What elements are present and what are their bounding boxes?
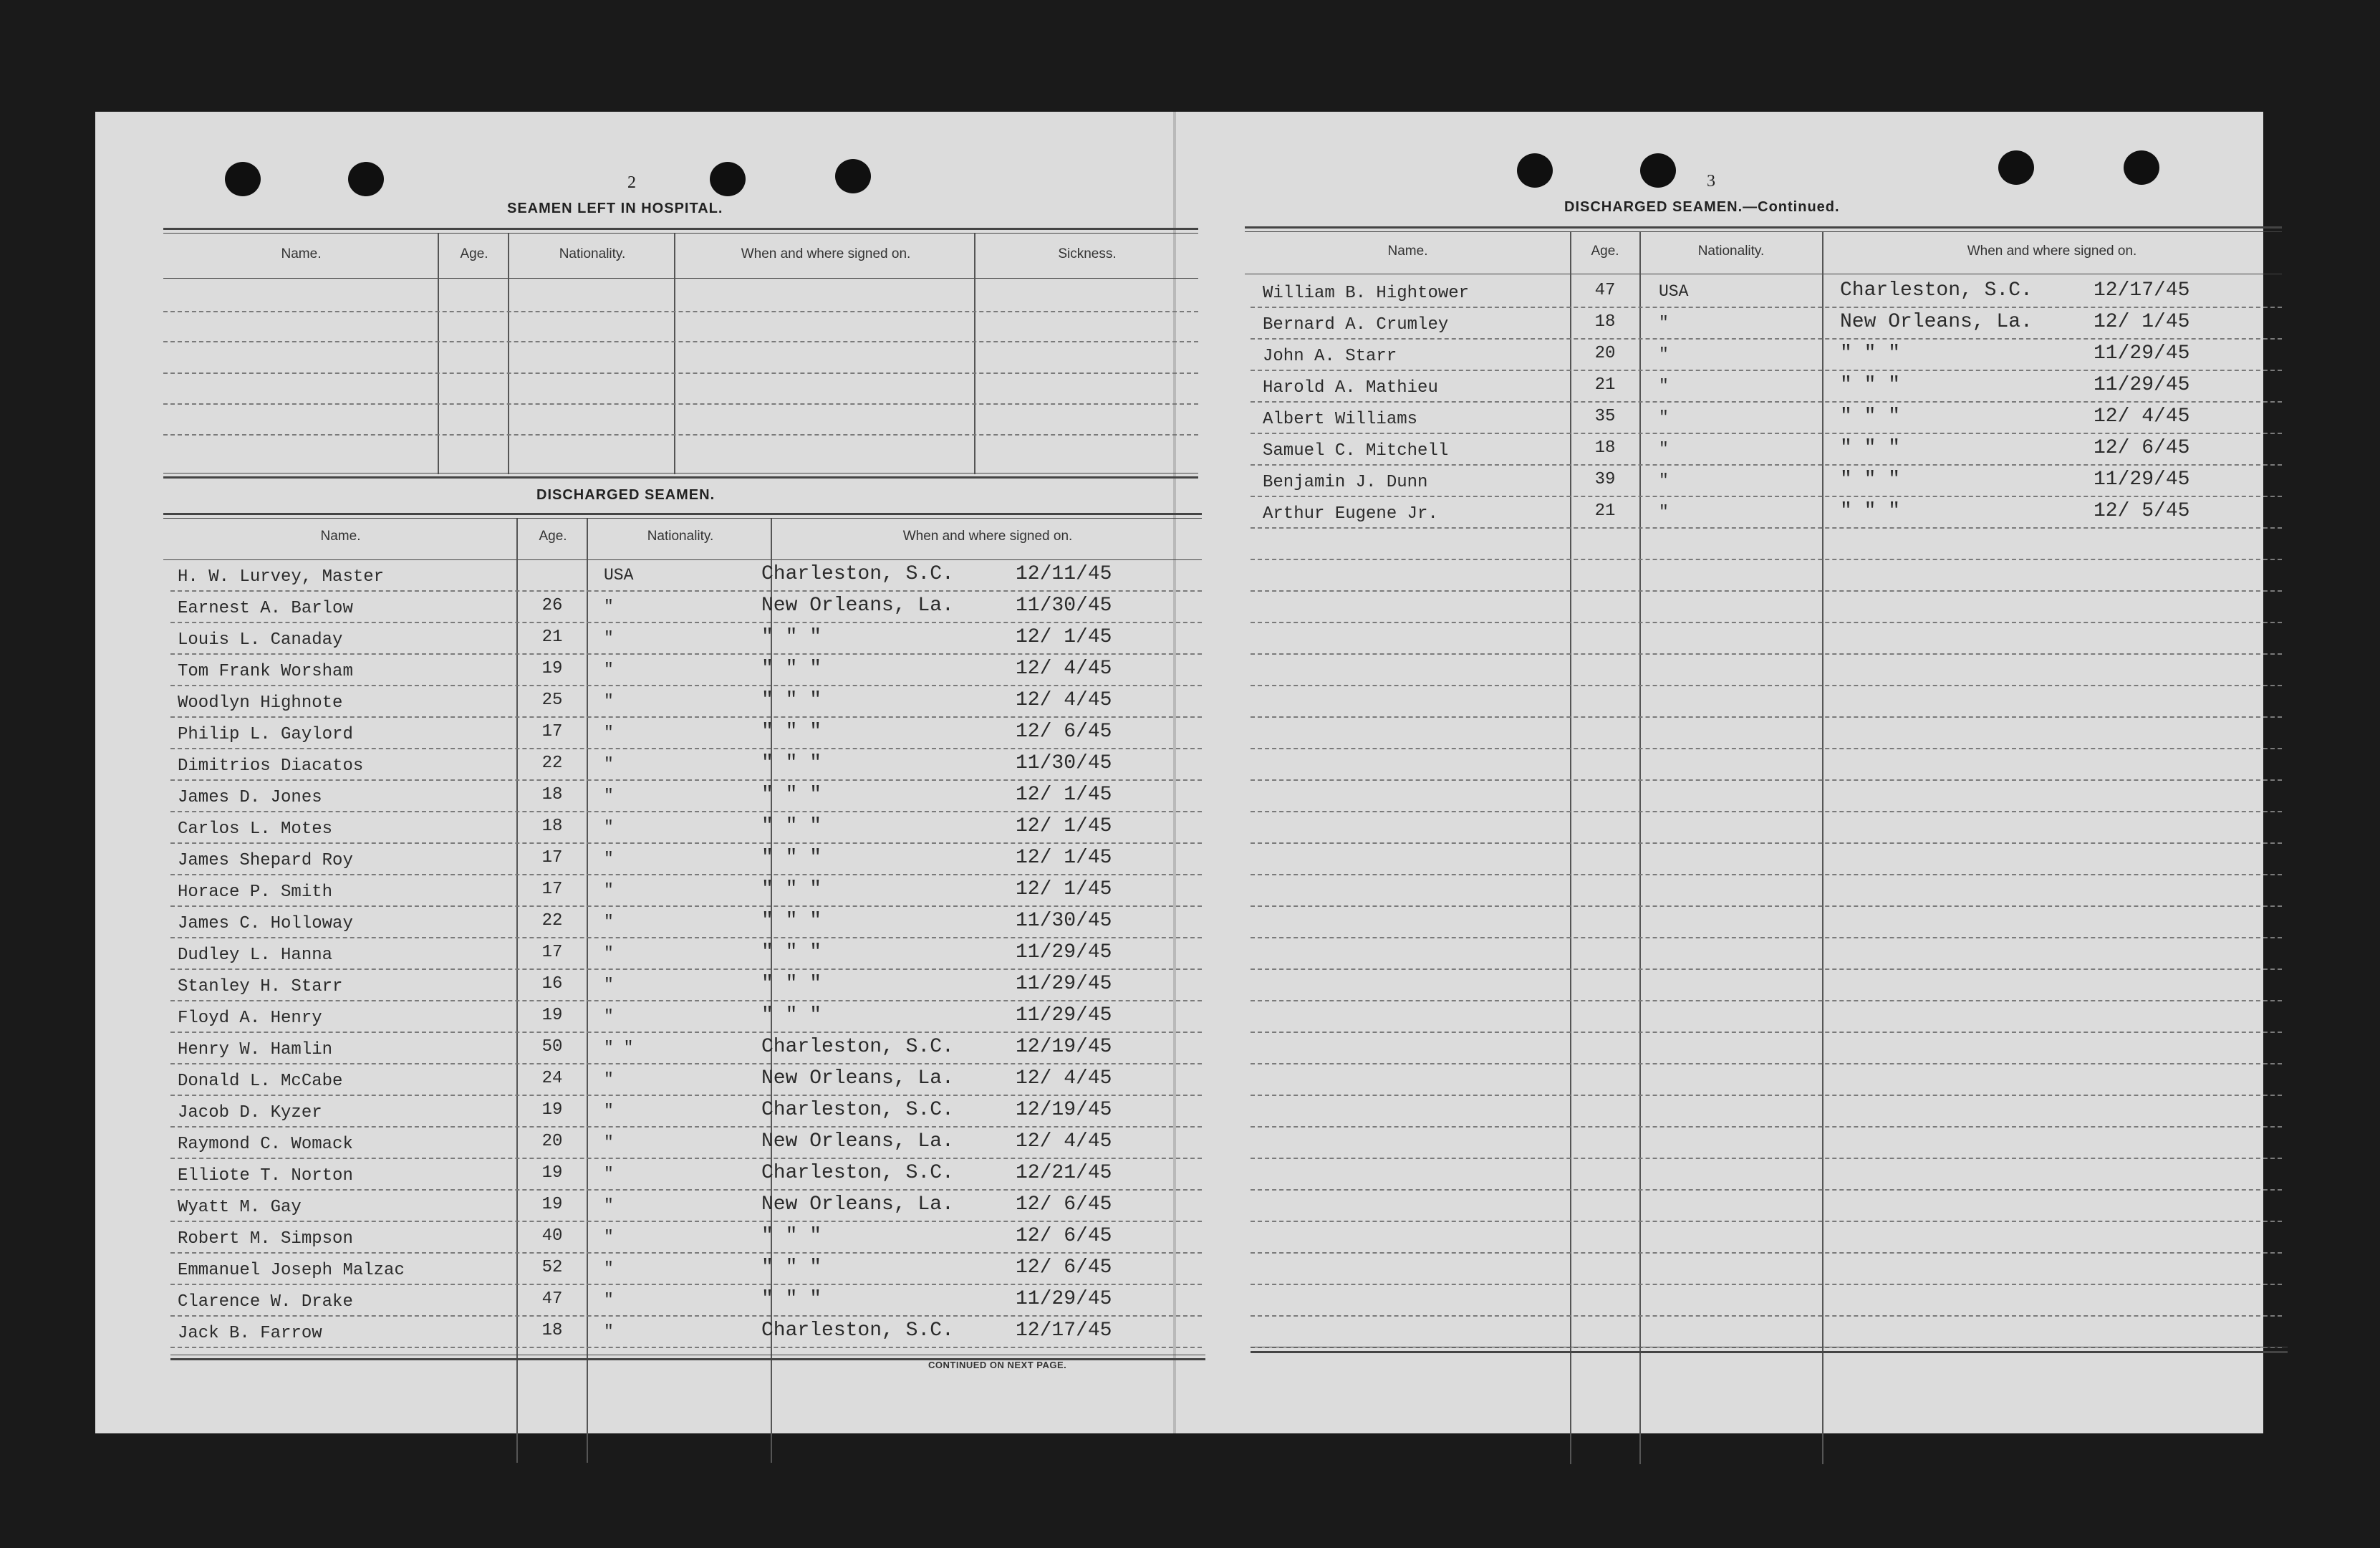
signed-on-place: " " " — [1840, 342, 1901, 365]
signed-on-place: " " " — [761, 1225, 822, 1247]
column-header-nationality: Nationality. — [559, 246, 626, 261]
seaman-age: 18 — [541, 817, 563, 836]
seaman-age: 47 — [1594, 281, 1616, 300]
row-rule — [170, 1284, 1202, 1285]
table-bottom-rule — [1251, 1351, 2288, 1353]
signed-on-date: 12/ 1/45 — [1016, 878, 1112, 900]
signed-on-date: 12/ 6/45 — [1016, 1193, 1112, 1216]
page-number: 2 — [627, 173, 636, 192]
signed-on-place: " " " — [761, 973, 822, 995]
seaman-age: 18 — [1594, 438, 1616, 458]
signed-on-place: New Orleans, La. — [761, 1193, 954, 1216]
column-divider — [674, 234, 675, 474]
row-rule — [1251, 1189, 2282, 1191]
seaman-name: Dudley L. Hanna — [178, 946, 333, 965]
signed-on-date: 12/11/45 — [1016, 563, 1112, 585]
seaman-nationality: " — [604, 1228, 614, 1246]
row-rule — [170, 685, 1202, 686]
seaman-nationality: " — [604, 755, 614, 774]
binder-hole — [1998, 150, 2034, 185]
signed-on-date: 11/29/45 — [2094, 342, 2190, 365]
binder-hole — [348, 162, 384, 196]
page-gutter — [1173, 112, 1176, 1433]
signed-on-date: 12/ 4/45 — [1016, 1067, 1112, 1090]
seaman-age: 21 — [1594, 375, 1616, 395]
seaman-nationality: " — [604, 597, 614, 616]
seaman-nationality: " — [604, 787, 614, 805]
seaman-name: Samuel C. Mitchell — [1263, 441, 1449, 461]
seaman-nationality: " — [604, 1196, 614, 1215]
row-rule — [1251, 1158, 2282, 1159]
seaman-name: Raymond C. Womack — [178, 1135, 353, 1154]
seaman-age: 21 — [541, 628, 563, 647]
row-rule — [170, 653, 1202, 655]
seaman-nationality: " — [604, 692, 614, 711]
signed-on-place: " " " — [1840, 374, 1901, 396]
seaman-age: 19 — [541, 1006, 563, 1025]
signed-on-date: 12/ 6/45 — [1016, 1225, 1112, 1247]
row-rule — [170, 1063, 1202, 1064]
seaman-name: Philip L. Gaylord — [178, 725, 353, 744]
seaman-name: Elliote T. Norton — [178, 1166, 353, 1186]
row-rule — [1251, 1000, 2282, 1001]
row-rule — [1251, 401, 2282, 403]
empty-row — [163, 311, 1198, 312]
seaman-name: James C. Holloway — [178, 914, 353, 933]
seaman-nationality: " " — [604, 1039, 634, 1057]
signed-on-date: 12/ 1/45 — [1016, 626, 1112, 648]
column-header-nationality: Nationality. — [647, 529, 714, 544]
seaman-name: Henry W. Hamlin — [178, 1040, 333, 1059]
row-rule — [1251, 874, 2282, 875]
signed-on-date: 12/ 4/45 — [1016, 658, 1112, 680]
seaman-name: Dimitrios Diacatos — [178, 756, 364, 776]
signed-on-place: " " " — [761, 1004, 822, 1027]
seaman-name: Tom Frank Worsham — [178, 662, 353, 681]
row-rule — [170, 1252, 1202, 1254]
seaman-age: 17 — [541, 848, 563, 867]
row-rule — [170, 1189, 1202, 1191]
signed-on-date: 12/17/45 — [1016, 1319, 1112, 1342]
empty-row — [163, 372, 1198, 374]
table-top-rule — [1245, 231, 2282, 232]
row-rule — [170, 1032, 1202, 1033]
row-rule — [170, 842, 1202, 844]
seaman-name: Benjamin J. Dunn — [1263, 473, 1428, 492]
row-rule — [170, 905, 1202, 907]
column-header-signed-on: When and where signed on. — [902, 529, 1073, 544]
row-rule — [170, 968, 1202, 970]
seaman-nationality: " — [604, 1165, 614, 1183]
signed-on-place: " " " — [761, 784, 822, 806]
row-rule — [170, 590, 1202, 592]
seaman-name: John A. Starr — [1263, 347, 1397, 366]
seaman-nationality: " — [604, 1322, 614, 1341]
seaman-name: Horace P. Smith — [178, 883, 333, 902]
seaman-name: Floyd A. Henry — [178, 1009, 322, 1028]
row-rule — [170, 1347, 1202, 1348]
seaman-nationality: " — [1659, 471, 1669, 490]
seaman-nationality: " — [604, 629, 614, 648]
ledger-spread — [95, 112, 2263, 1433]
signed-on-place: New Orleans, La. — [761, 1130, 954, 1153]
row-rule — [1251, 307, 2282, 308]
row-rule — [1251, 464, 2282, 466]
row-rule — [1251, 496, 2282, 497]
row-rule — [1251, 1126, 2282, 1128]
signed-on-place: " " " — [761, 878, 822, 900]
signed-on-place: " " " — [761, 721, 822, 743]
row-rule — [1251, 905, 2282, 907]
row-rule — [1251, 1221, 2282, 1222]
row-rule — [1251, 968, 2282, 970]
signed-on-place: New Orleans, La. — [1840, 311, 2033, 333]
discharged-section-title: DISCHARGED SEAMEN. — [536, 487, 716, 503]
seaman-nationality: " — [1659, 503, 1669, 521]
seaman-name: William B. Hightower — [1263, 284, 1470, 303]
signed-on-date: 11/29/45 — [1016, 1004, 1112, 1027]
seaman-nationality: " — [604, 881, 614, 900]
continued-note: CONTINUED ON NEXT PAGE. — [928, 1360, 1067, 1370]
signed-on-place: New Orleans, La. — [761, 1067, 954, 1090]
empty-row — [163, 403, 1198, 405]
seaman-name: Clarence W. Drake — [178, 1292, 353, 1312]
seaman-nationality: " — [604, 850, 614, 868]
signed-on-place: " " " — [761, 815, 822, 837]
signed-on-place: " " " — [761, 1288, 822, 1310]
signed-on-date: 12/ 1/45 — [1016, 815, 1112, 837]
header-rule — [163, 559, 1202, 560]
seaman-name: Harold A. Mathieu — [1263, 378, 1438, 398]
signed-on-date: 11/29/45 — [1016, 941, 1112, 963]
seaman-age: 19 — [541, 659, 563, 678]
signed-on-place: " " " — [761, 941, 822, 963]
row-rule — [170, 622, 1202, 623]
signed-on-place: Charleston, S.C. — [1840, 279, 2033, 302]
seaman-age: 26 — [541, 596, 563, 615]
page-number: 3 — [1707, 172, 1715, 191]
seaman-name: Jack B. Farrow — [178, 1324, 322, 1343]
signed-on-date: 12/ 4/45 — [1016, 689, 1112, 711]
signed-on-place: " " " — [761, 626, 822, 648]
binder-hole — [1517, 153, 1553, 188]
signed-on-date: 12/ 4/45 — [1016, 1130, 1112, 1153]
row-rule — [1251, 590, 2282, 592]
row-rule — [170, 716, 1202, 718]
seaman-nationality: " — [1659, 377, 1669, 395]
column-header-name: Name. — [1387, 244, 1428, 259]
seaman-nationality: " — [604, 660, 614, 679]
column-header-age: Age. — [1591, 244, 1619, 259]
seaman-name: Jacob D. Kyzer — [178, 1103, 322, 1122]
seaman-nationality: " — [604, 1007, 614, 1026]
signed-on-place: " " " — [761, 689, 822, 711]
column-divider — [587, 519, 588, 1463]
signed-on-date: 11/29/45 — [2094, 374, 2190, 396]
seaman-name: Bernard A. Crumley — [1263, 315, 1449, 335]
row-rule — [1251, 1095, 2282, 1096]
seaman-age: 35 — [1594, 407, 1616, 426]
seaman-name: Woodlyn Highnote — [178, 693, 343, 713]
seaman-name: Arthur Eugene Jr. — [1263, 504, 1438, 524]
seaman-name: Emmanuel Joseph Malzac — [178, 1261, 405, 1280]
seaman-nationality: " — [1659, 345, 1669, 364]
seaman-name: Carlos L. Motes — [178, 819, 333, 839]
row-rule — [170, 1095, 1202, 1096]
seaman-nationality: " — [604, 1133, 614, 1152]
empty-row — [163, 434, 1198, 436]
seaman-nationality: " — [604, 976, 614, 994]
seaman-name: H. W. Lurvey, Master — [178, 567, 385, 587]
signed-on-place: " " " — [761, 910, 822, 932]
signed-on-place: Charleston, S.C. — [761, 1099, 954, 1121]
column-header-nationality: Nationality. — [1697, 244, 1765, 259]
row-rule — [170, 937, 1202, 938]
binder-hole — [225, 162, 261, 196]
signed-on-date: 12/ 6/45 — [2094, 437, 2190, 459]
signed-on-date: 12/21/45 — [1016, 1162, 1112, 1184]
column-divider — [508, 234, 509, 474]
signed-on-place: " " " — [761, 847, 822, 869]
row-rule — [1251, 1284, 2282, 1285]
seaman-age: 18 — [1594, 312, 1616, 332]
signed-on-place: Charleston, S.C. — [761, 1319, 954, 1342]
seaman-name: Albert Williams — [1263, 410, 1418, 429]
signed-on-place: " " " — [1840, 500, 1901, 522]
signed-on-place: " " " — [761, 658, 822, 680]
signed-on-place: " " " — [1840, 468, 1901, 491]
binder-hole — [2124, 150, 2159, 185]
table-top-rule — [163, 513, 1202, 515]
row-rule — [1251, 622, 2282, 623]
seaman-nationality: " — [604, 1102, 614, 1120]
signed-on-place: Charleston, S.C. — [761, 1162, 954, 1184]
table-top-rule — [163, 228, 1198, 230]
column-header-name: Name. — [281, 246, 322, 261]
column-header-age: Age. — [539, 529, 567, 544]
row-rule — [1251, 748, 2282, 749]
signed-on-date: 12/ 4/45 — [2094, 405, 2190, 428]
row-rule — [1251, 811, 2282, 812]
signed-on-place: " " " — [1840, 437, 1901, 459]
seaman-name: Robert M. Simpson — [178, 1229, 353, 1249]
seaman-nationality: " — [604, 944, 614, 963]
signed-on-place: " " " — [1840, 405, 1901, 428]
row-rule — [1251, 370, 2282, 371]
column-divider — [438, 234, 439, 474]
seaman-nationality: USA — [1659, 282, 1689, 301]
seaman-age: 17 — [541, 880, 563, 899]
header-rule — [163, 278, 1198, 279]
seaman-age: 22 — [541, 754, 563, 773]
seaman-age: 50 — [541, 1037, 563, 1057]
row-rule — [1251, 1032, 2282, 1033]
column-divider — [1822, 232, 1823, 1464]
seaman-age: 17 — [541, 722, 563, 741]
seaman-age: 18 — [541, 1321, 563, 1340]
signed-on-date: 11/30/45 — [1016, 752, 1112, 774]
seaman-age: 24 — [541, 1069, 563, 1088]
seaman-age: 22 — [541, 911, 563, 931]
column-header-signed-on: When and where signed on. — [1967, 244, 2137, 259]
binder-hole — [710, 162, 746, 196]
row-rule — [1251, 653, 2282, 655]
row-rule — [1251, 433, 2282, 434]
column-divider — [1639, 232, 1641, 1464]
seaman-name: Stanley H. Starr — [178, 977, 343, 996]
signed-on-date: 12/17/45 — [2094, 279, 2190, 302]
seaman-nationality: " — [1659, 314, 1669, 332]
signed-on-place: New Orleans, La. — [761, 595, 954, 617]
row-rule — [170, 1221, 1202, 1222]
signed-on-date: 12/ 1/45 — [2094, 311, 2190, 333]
column-divider — [1570, 232, 1571, 1464]
column-header-signed-on: When and where signed on. — [741, 246, 911, 261]
seaman-age: 47 — [541, 1289, 563, 1309]
seaman-age: 39 — [1594, 470, 1616, 489]
seaman-age: 40 — [541, 1226, 563, 1246]
signed-on-date: 12/19/45 — [1016, 1036, 1112, 1058]
table-top-rule — [163, 518, 1202, 519]
signed-on-date: 11/29/45 — [1016, 973, 1112, 995]
signed-on-place: Charleston, S.C. — [761, 1036, 954, 1058]
seaman-name: Earnest A. Barlow — [178, 599, 353, 618]
seaman-nationality: " — [1659, 440, 1669, 458]
seaman-age: 20 — [541, 1132, 563, 1151]
row-rule — [170, 1158, 1202, 1159]
row-rule — [170, 1000, 1202, 1001]
column-header-sickness: Sickness. — [1058, 246, 1117, 261]
seaman-age: 17 — [541, 943, 563, 962]
row-rule — [1251, 338, 2282, 340]
row-rule — [1251, 842, 2282, 844]
signed-on-date: 12/ 5/45 — [2094, 500, 2190, 522]
seaman-nationality: " — [604, 1259, 614, 1278]
seaman-name: Wyatt M. Gay — [178, 1198, 302, 1217]
row-rule — [170, 811, 1202, 812]
column-divider — [974, 234, 975, 474]
signed-on-date: 12/19/45 — [1016, 1099, 1112, 1121]
binder-hole — [835, 159, 871, 193]
signed-on-date: 12/ 1/45 — [1016, 847, 1112, 869]
seaman-age: 18 — [541, 785, 563, 804]
hospital-section-title: SEAMEN LEFT IN HOSPITAL. — [507, 201, 723, 216]
row-rule — [1251, 1252, 2282, 1254]
row-rule — [1251, 1315, 2282, 1317]
seaman-nationality: " — [604, 1070, 614, 1089]
row-rule — [170, 1126, 1202, 1128]
seaman-nationality: " — [1659, 408, 1669, 427]
seaman-nationality: " — [604, 818, 614, 837]
row-rule — [1251, 937, 2282, 938]
column-header-age: Age. — [460, 246, 488, 261]
row-rule — [170, 748, 1202, 749]
seaman-name: Donald L. McCabe — [178, 1072, 343, 1091]
signed-on-date: 11/30/45 — [1016, 910, 1112, 932]
seaman-nationality: " — [604, 913, 614, 931]
signed-on-place: " " " — [761, 1256, 822, 1279]
empty-row — [163, 341, 1198, 342]
row-rule — [1251, 1063, 2282, 1064]
seaman-age: 19 — [541, 1100, 563, 1120]
table-top-rule — [1245, 226, 2282, 229]
discharged-continued-title: DISCHARGED SEAMEN.—Continued. — [1564, 199, 1840, 215]
column-divider — [516, 519, 518, 1463]
seaman-age: 19 — [541, 1163, 563, 1183]
seaman-age: 52 — [541, 1258, 563, 1277]
row-rule — [1251, 559, 2282, 560]
seaman-name: James D. Jones — [178, 788, 322, 807]
row-rule — [1251, 685, 2282, 686]
seaman-nationality: " — [604, 723, 614, 742]
signed-on-date: 12/ 6/45 — [1016, 1256, 1112, 1279]
signed-on-date: 12/ 6/45 — [1016, 721, 1112, 743]
seaman-nationality: " — [604, 1291, 614, 1309]
seaman-age: 20 — [1594, 344, 1616, 363]
seaman-age: 19 — [541, 1195, 563, 1214]
signed-on-date: 11/29/45 — [2094, 468, 2190, 491]
signed-on-place: Charleston, S.C. — [761, 563, 954, 585]
row-rule — [1251, 779, 2282, 781]
row-rule — [170, 779, 1202, 781]
seaman-age: 25 — [541, 691, 563, 710]
row-rule — [1251, 716, 2282, 718]
column-header-name: Name. — [320, 529, 361, 544]
row-rule — [170, 1315, 1202, 1317]
table-top-rule — [163, 233, 1198, 234]
row-rule — [1251, 527, 2282, 529]
signed-on-date: 11/30/45 — [1016, 595, 1112, 617]
seaman-name: James Shepard Roy — [178, 851, 353, 870]
signed-on-date: 11/29/45 — [1016, 1288, 1112, 1310]
table-bottom-rule — [163, 476, 1198, 479]
row-rule — [170, 874, 1202, 875]
signed-on-place: " " " — [761, 752, 822, 774]
signed-on-date: 12/ 1/45 — [1016, 784, 1112, 806]
seaman-name: Louis L. Canaday — [178, 630, 343, 650]
seaman-nationality: USA — [604, 566, 634, 585]
binder-hole — [1640, 153, 1676, 188]
seaman-age: 16 — [541, 974, 563, 994]
seaman-age: 21 — [1594, 501, 1616, 521]
